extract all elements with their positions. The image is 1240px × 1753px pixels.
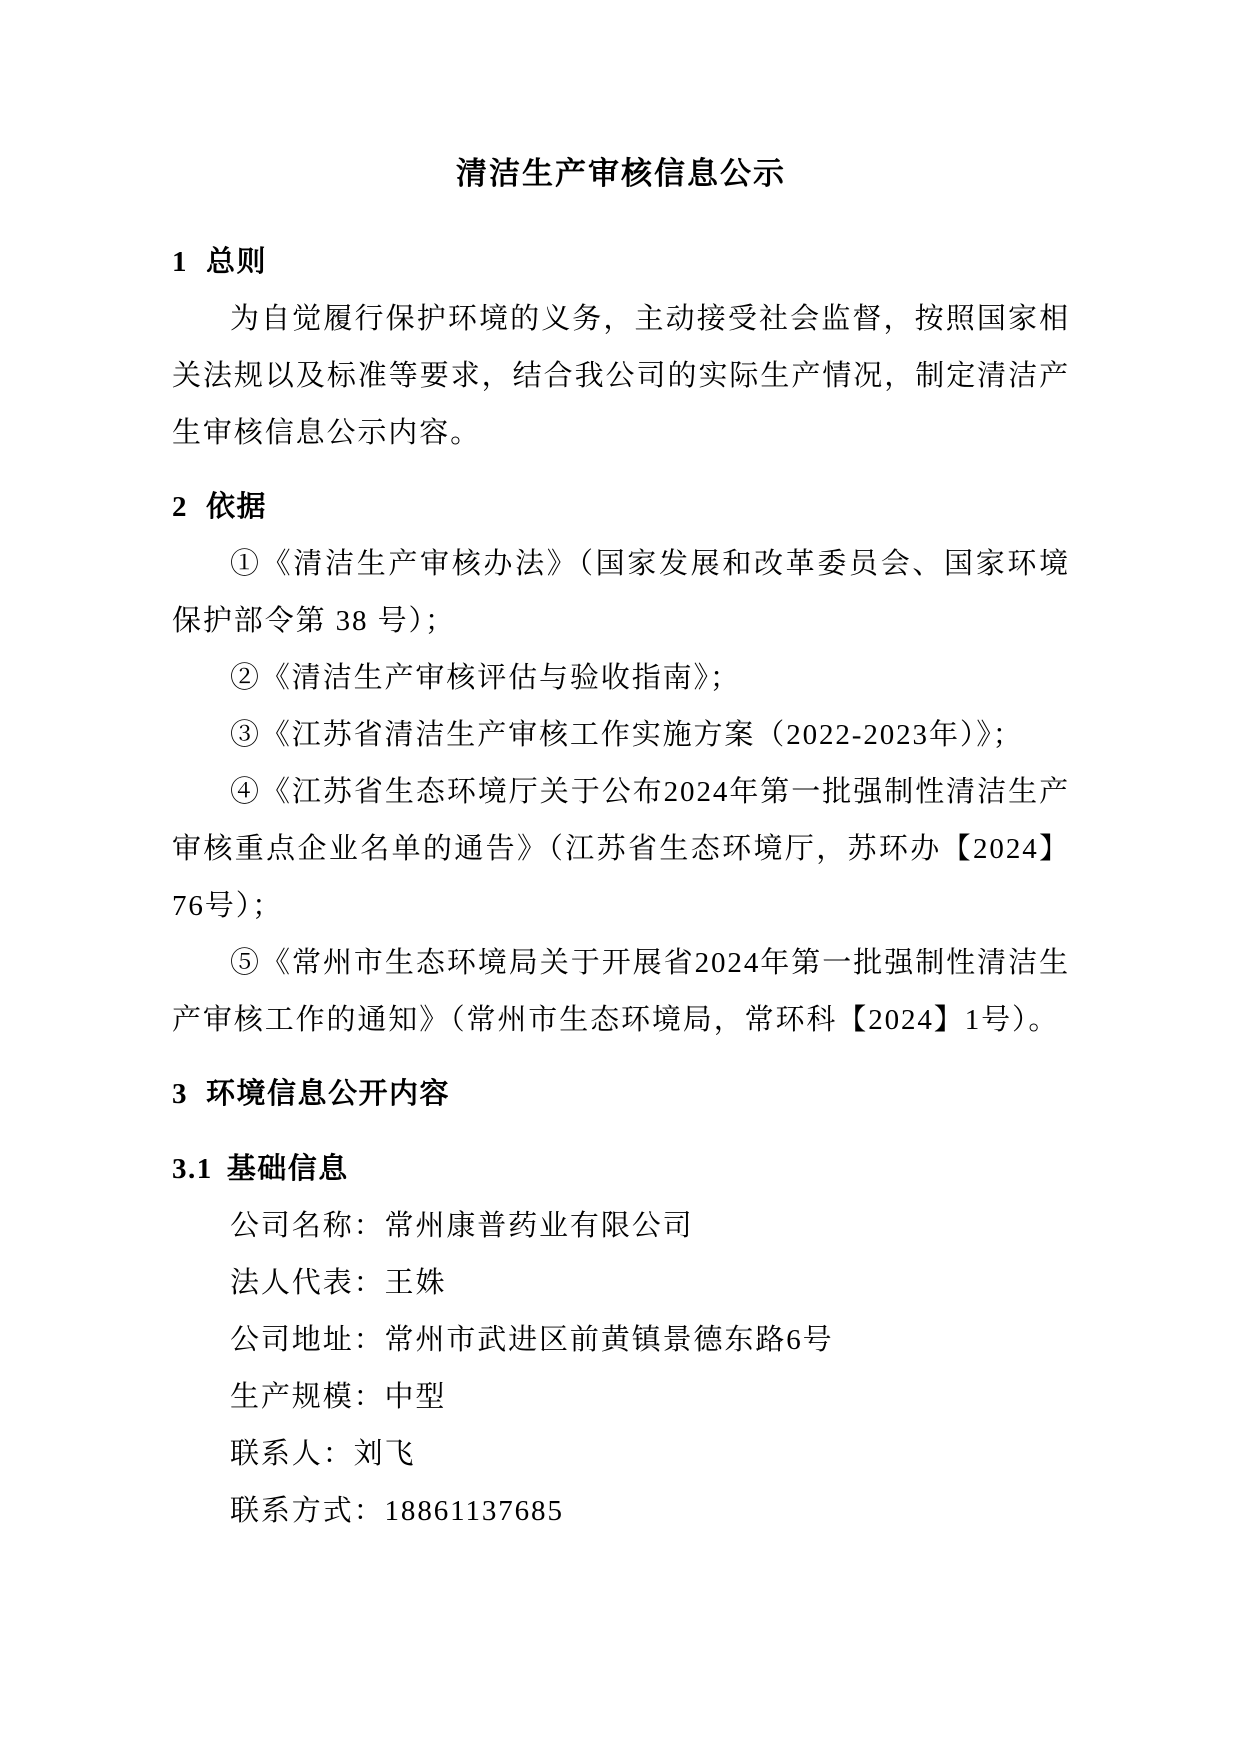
- paragraph-general: 为自觉履行保护环境的义务，主动接受社会监督，按照国家相关法规以及标准等要求，结合我公司的实际生产情况，制定清洁产生审核信息公示内容。: [172, 303, 1070, 449]
- section-number: 1: [172, 246, 188, 278]
- field-value: 常州市武进区前黄镇景德东路6号: [384, 1324, 834, 1356]
- basis-item-1: ①《清洁生产审核办法》（国家发展和改革委员会、国家环境保护部令第 38 号）；: [172, 548, 1070, 637]
- section-title: 依据: [206, 491, 268, 523]
- section-heading-3-1: [172, 1141, 1070, 1198]
- field-legal-representative: [172, 1255, 1070, 1312]
- field-contact-person: [172, 1426, 1070, 1483]
- field-value: 中型: [384, 1381, 447, 1413]
- section-title: 总则: [206, 246, 268, 278]
- basis-item-5: ⑤《常州市生态环境局关于开展省2024年第一批强制性清洁生产审核工作的通知》（常州市生态环境局，常环科【2024】1号）。: [172, 947, 1070, 1036]
- field-value: 常州康普药业有限公司: [384, 1210, 694, 1242]
- section-title: 环境信息公开内容: [206, 1078, 451, 1110]
- field-label: 联系方式：: [230, 1495, 385, 1527]
- basis-item-2: ②《清洁生产审核评估与验收指南》；: [230, 662, 741, 694]
- section-title: 基础信息: [226, 1153, 349, 1185]
- field-label: 公司名称：: [230, 1210, 385, 1242]
- field-label: 公司地址：: [230, 1324, 385, 1356]
- field-value: 18861137685: [384, 1495, 564, 1527]
- section-number: 3: [172, 1078, 188, 1110]
- section-number: 3.1: [172, 1153, 213, 1185]
- field-company-name: [172, 1198, 1070, 1255]
- field-label: 法人代表：: [230, 1267, 385, 1299]
- field-value: 刘飞: [353, 1438, 416, 1470]
- section-heading-1: [172, 234, 1070, 291]
- section-heading-3: [172, 1066, 1070, 1123]
- basis-item-3: ③《江苏省清洁生产审核工作实施方案（2022-2023年）》；: [230, 719, 1024, 751]
- field-production-scale: [172, 1369, 1070, 1426]
- section-number: 2: [172, 491, 188, 523]
- field-label: 生产规模：: [230, 1381, 385, 1413]
- field-contact-phone: [172, 1483, 1070, 1540]
- document-title: 清洁生产审核信息公示: [456, 156, 786, 191]
- field-label: 联系人：: [230, 1438, 354, 1470]
- field-company-address: [172, 1312, 1070, 1369]
- field-value: 王姝: [384, 1267, 447, 1299]
- section-heading-2: [172, 479, 1070, 536]
- basis-item-4: ④《江苏省生态环境厅关于公布2024年第一批强制性清洁生产审核重点企业名单的通告》（江苏省生态环境厅，苏环办【2024】76号）；: [172, 776, 1070, 922]
